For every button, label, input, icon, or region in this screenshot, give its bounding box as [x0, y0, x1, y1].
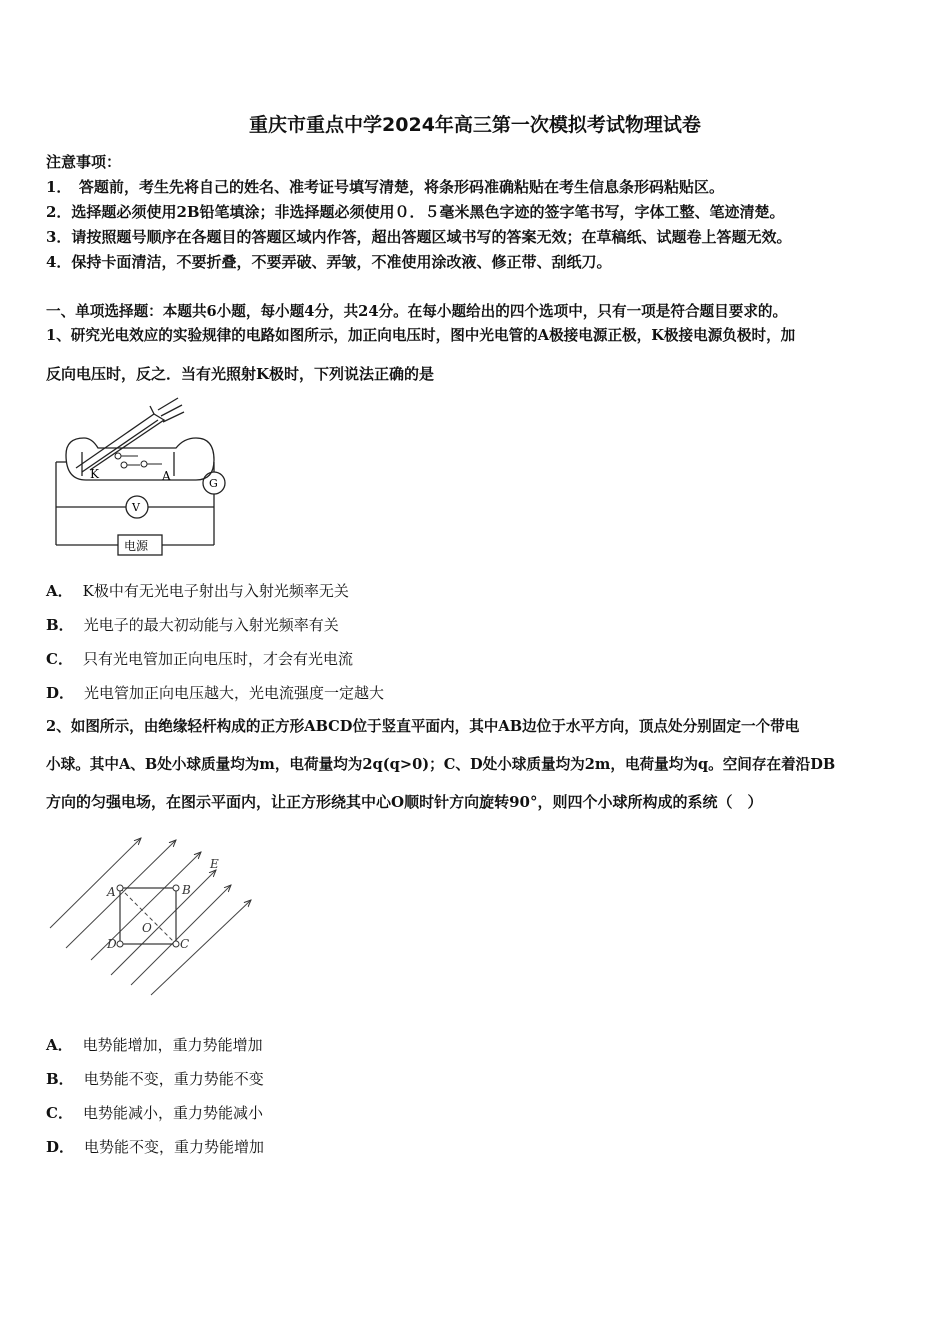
option-letter: D． — [46, 684, 75, 702]
fig2-label-d: D — [107, 937, 117, 951]
notice-item: 2．选择题必须使用2B铅笔填涂；非选择题必须使用０．５毫米黑色字迹的签字笔书写，字体工整、笔迹清楚。 — [46, 203, 785, 221]
q2-option-b — [46, 1069, 264, 1089]
option-letter: C． — [46, 1104, 73, 1122]
notice-item: 1． 答题前，考生先将自己的姓名、准考证号填写清楚，将条形码准确粘贴在考生信息条形码粘贴区。 — [46, 178, 724, 196]
option-letter: B． — [46, 1070, 74, 1088]
question-2-stem: 小球。其中A、B处小球质量均为m，电荷量均为2q(q>0)；C、D处小球质量均为2m，电荷量均为q。空间存在着沿DB — [46, 756, 836, 773]
q1-option-b — [46, 615, 339, 635]
section-heading: 一、单项选择题：本题共6小题，每小题4分，共24分。在每小题给出的四个选项中，只有一项是符合题目要求的。 — [46, 303, 788, 320]
fig2-label-o: O — [142, 921, 152, 935]
q1-option-c — [46, 649, 353, 669]
fig1-label-g: G — [209, 477, 218, 490]
option-text: 光电子的最大初动能与入射光频率有关 — [83, 616, 339, 634]
notice-item: 3．请按照题号顺序在各题目的答题区域内作答，超出答题区域书写的答案无效；在草稿纸、试题卷上答题无效。 — [46, 228, 792, 246]
square-field-figure — [46, 830, 266, 1000]
q2-option-a — [46, 1035, 263, 1055]
page-title: 重庆市重点中学2024年高三第一次模拟考试物理试卷 — [249, 114, 701, 136]
option-text: 只有光电管加正向电压时，才会有光电流 — [82, 650, 353, 668]
option-text: 光电管加正向电压越大，光电流强度一定越大 — [84, 684, 385, 702]
option-text: 电势能不变，重力势能不变 — [83, 1070, 264, 1088]
option-letter: A． — [46, 1036, 73, 1054]
option-letter: D． — [46, 1138, 75, 1156]
fig1-label-k: K — [90, 467, 99, 481]
question-2-stem: 方向的匀强电场，在图示平面内，让正方形绕其中心O顺时针方向旋转90°，则四个小球所构成的系统（ ） — [46, 793, 763, 811]
option-text: 电势能增加，重力势能增加 — [82, 1036, 263, 1054]
fig1-label-v: V — [132, 501, 140, 514]
fig1-label-power: 电源 — [124, 539, 149, 553]
option-text: K极中有无光电子射出与入射光频率无关 — [82, 582, 349, 600]
q2-option-d — [46, 1137, 264, 1157]
question-1-stem: 1、研究光电效应的实验规律的电路如图所示，加正向电压时，图中光电管的A极接电源正极，K极接电源负极时，加 — [46, 327, 796, 344]
q1-option-d — [46, 683, 384, 703]
question-1-stem: 反向电压时，反之．当有光照射K极时，下列说法正确的是 — [46, 365, 435, 383]
fig2-label-a: A — [107, 885, 116, 899]
question-2-stem: 2、如图所示，由绝缘轻杆构成的正方形ABCD位于竖直平面内，其中AB边位于水平方向，顶点处分别固定一个带电 — [46, 718, 800, 735]
option-letter: C． — [46, 650, 73, 668]
option-text: 电势能减小，重力势能减小 — [82, 1104, 263, 1122]
photoelectric-circuit-figure — [46, 390, 236, 560]
q2-option-c — [46, 1103, 263, 1123]
fig2-label-b: B — [182, 883, 191, 897]
fig2-label-e: E — [210, 857, 219, 871]
option-letter: A． — [46, 582, 73, 600]
option-text: 电势能不变，重力势能增加 — [84, 1138, 265, 1156]
q1-option-a — [46, 581, 349, 601]
fig1-label-a: A — [162, 469, 171, 483]
fig2-label-c: C — [180, 937, 190, 951]
notice-heading: 注意事项： — [46, 153, 122, 171]
notice-item: 4．保持卡面清洁，不要折叠，不要弄破、弄皱，不准使用涂改液、修正带、刮纸刀。 — [46, 253, 612, 271]
option-letter: B． — [46, 616, 74, 634]
